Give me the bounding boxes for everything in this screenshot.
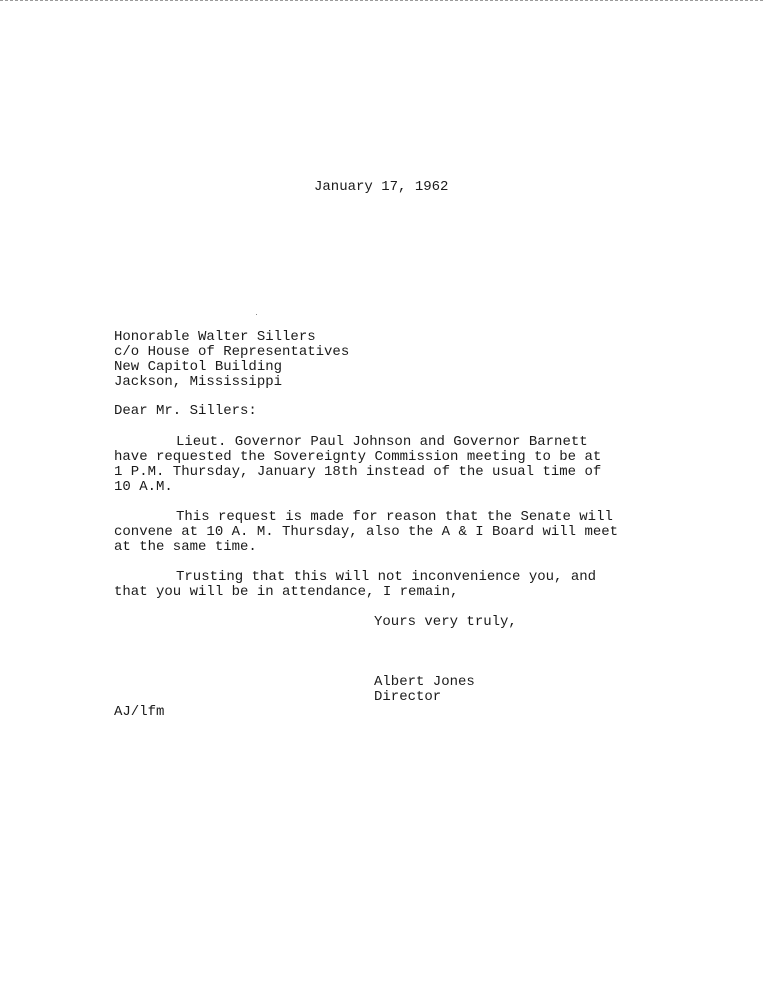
body-line: that you will be in attendance, I remain, [114, 584, 459, 600]
letter-date: January 17, 1962 [314, 179, 449, 195]
closing: Yours very truly, [374, 614, 517, 630]
signer-title: Director [374, 689, 442, 705]
body-line: This request is made for reason that the Senate will [176, 509, 613, 525]
body-line: have requested the Sovereignty Commission meeting to be at [114, 449, 602, 465]
signer-name: Albert Jones [374, 674, 475, 690]
body-line: 1 P.M. Thursday, January 18th instead of the usual time of [114, 464, 602, 480]
address-line: c/o House of Representatives [114, 344, 350, 360]
address-line: Honorable Walter Sillers [114, 329, 316, 345]
body-line: Trusting that this will not inconvenience you, and [176, 569, 597, 585]
address-line: New Capitol Building [114, 359, 283, 375]
body-line: at the same time. [114, 539, 257, 555]
body-line: convene at 10 A. M. Thursday, also the A & I Board will meet [114, 524, 619, 540]
salutation: Dear Mr. Sillers: [114, 403, 257, 419]
address-line: Jackson, Mississippi [114, 374, 283, 390]
reference-initials: AJ/lfm [114, 704, 165, 720]
body-line: 10 A.M. [114, 479, 173, 495]
body-line: Lieut. Governor Paul Johnson and Governor Barnett [176, 434, 588, 450]
paper-speck [256, 314, 257, 315]
